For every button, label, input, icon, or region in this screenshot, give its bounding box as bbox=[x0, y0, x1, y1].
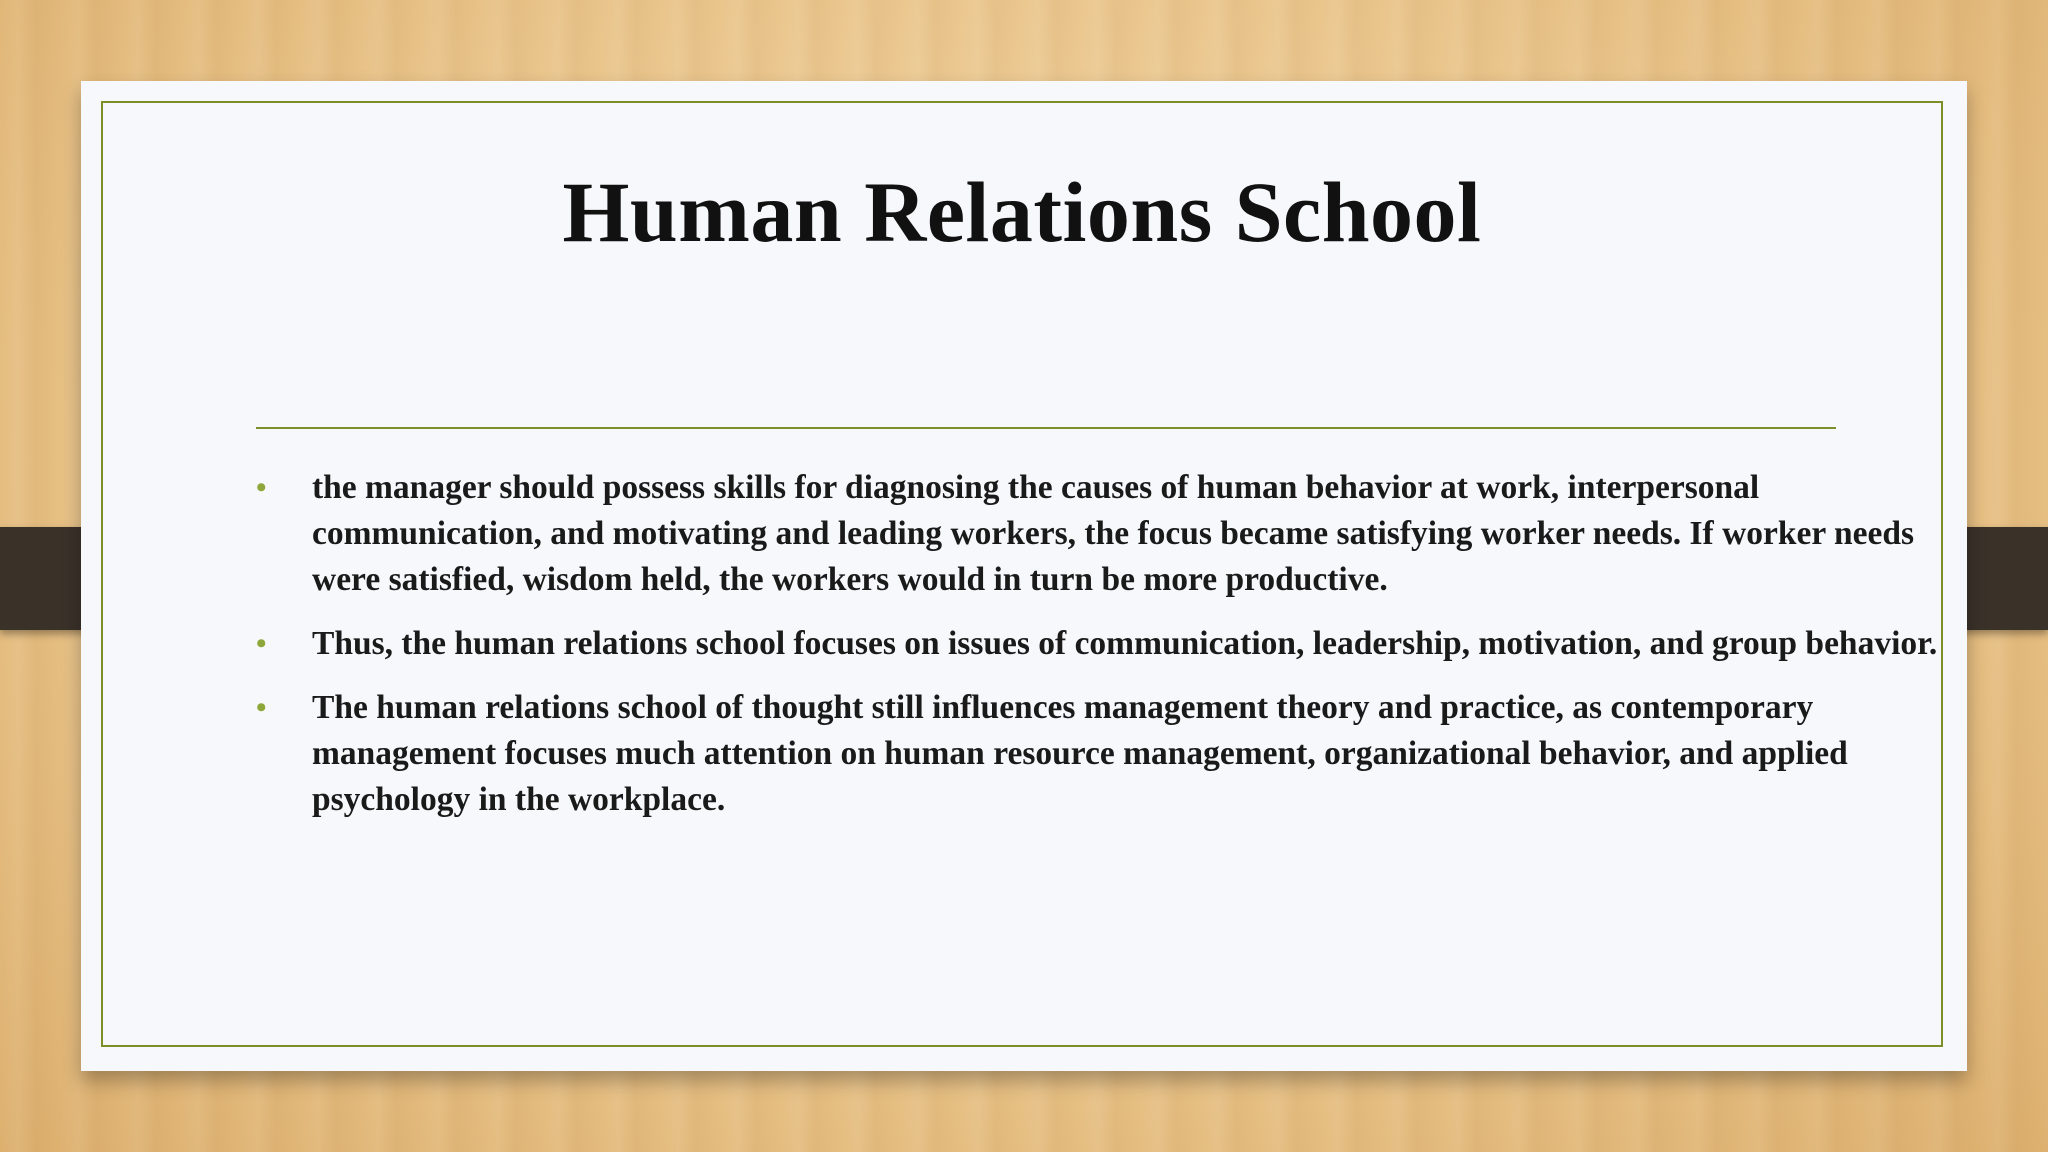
bullet-item bbox=[256, 685, 1952, 823]
bullet-item bbox=[256, 621, 1952, 667]
slide-frame bbox=[101, 101, 1943, 1047]
slide-card bbox=[81, 81, 1967, 1071]
bullet-text: the manager should possess skills for diagnosing the causes of human behavior at work, interpersonal communication, and motivating and leading workers, the focus became satisfying worker needs. If worker needs were satisfied, wisdom held, the workers would in turn be more productive. bbox=[312, 469, 1915, 598]
slide-title: Human Relations School bbox=[562, 164, 1482, 260]
bullet-list bbox=[256, 465, 1952, 841]
bullet-item bbox=[256, 465, 1952, 603]
bullet-text: Thus, the human relations school focuses on issues of communication, leadership, motivation, and group behavior. bbox=[312, 625, 1938, 662]
bullet-icon: • bbox=[256, 691, 267, 724]
bullet-icon: • bbox=[256, 627, 267, 660]
bullet-text: The human relations school of thought still influences management theory and practice, as contemporary management focuses much attention on human resource management, organizational behavior, and applied psychology in the workplace. bbox=[312, 689, 1848, 818]
bullet-icon: • bbox=[256, 471, 267, 504]
title-divider bbox=[256, 427, 1836, 429]
